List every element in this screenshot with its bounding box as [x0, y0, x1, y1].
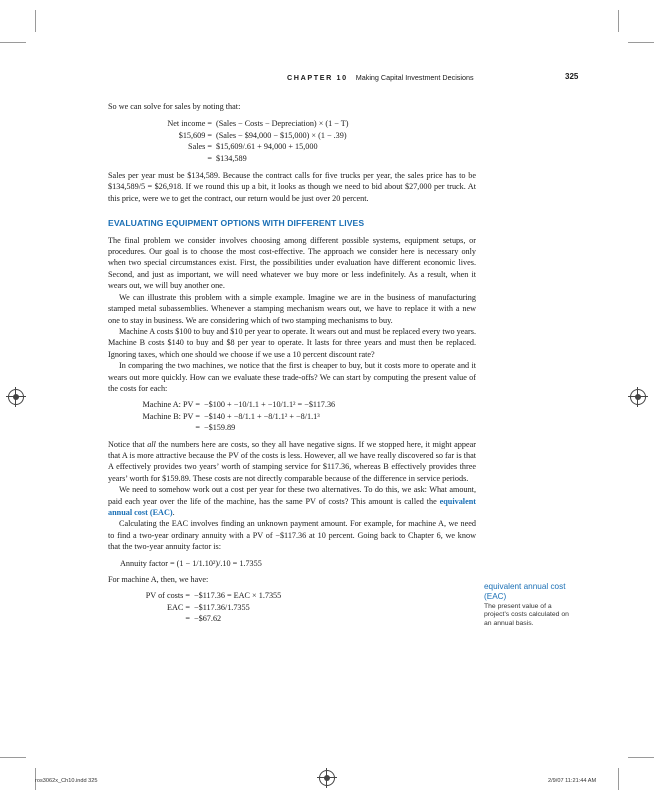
print-slug-file: ros3062x_Ch10.indd 325 [35, 778, 98, 784]
paragraph [108, 439, 476, 485]
equation-lhs: Sales = [188, 142, 212, 152]
equation-rhs: (Sales − Costs − Depreciation) × (1 − T) [216, 119, 349, 129]
paragraph: Calculating the EAC involves finding an unknown payment amount. For example, for machine A, we need to find a two-year ordinary annuity with a PV of −$117.36 at 10 percent. Going back to Chapter 6, we know that the two-year annuity factor is: [108, 519, 476, 552]
equation-rhs: −$159.89 [204, 423, 236, 433]
equation-lhs: $15,609 = [178, 130, 212, 140]
paragraph: The final problem we consider involves choosing among different possible systems, equipment setups, or procedures. Our goal is to choose the most cost-effective. The approach we consider here is necessary only when two special circumstances exist. First, the possibilities under evaluation have different economic lives. Second, and just as important, we will need whatever we buy more or less indefinitely. As a result, when it wears out, we will buy another one. [108, 235, 476, 291]
equation-rhs: $15,609/.61 + 94,000 + 15,000 [216, 142, 318, 152]
sales-paragraph: Sales per year must be $134,589. Because the contract calls for five trucks per year, the sales price has to be $134,589/5 = $26,918. If we round this up a bit, it looks as though we need to bid about $27,000 per truck. At this price, were we to get the contract, our return would be just over 20 percent. [108, 171, 476, 203]
equation-lhs: Machine A: PV = [142, 400, 200, 410]
equation-lhs: Machine B: PV = [142, 411, 200, 421]
crop-mark [0, 757, 26, 758]
equation-lhs: = [195, 423, 200, 433]
equation-lhs: = [185, 614, 190, 624]
crop-mark [35, 10, 36, 32]
equation-annuity-factor: Annuity factor = (1 − 1/1.10²)/.10 = 1.7355 [120, 558, 262, 568]
paragraph: In comparing the two machines, we notice that the first is cheaper to buy, but it costs more to operate and it wears out more quickly. How can we evaluate these trade-offs? We can start by computing the present value of the costs for each: [108, 361, 476, 393]
equation-rhs: −$140 + −8/1.1 + −8/1.1² + −8/1.1³ [204, 411, 320, 421]
paragraph: We can illustrate this problem with a simple example. Imagine we are in the business of manufacturing stamped metal subassemblies. Whenever a stamping mechanism wears out, we have to replace it with a new one to stay in business. We are considering which of two stamping mechanisms to buy. [108, 292, 476, 325]
paragraph: For machine A, then, we have: [108, 575, 209, 585]
registration-mark-icon [8, 389, 24, 405]
chapter-title: Making Capital Investment Decisions [355, 73, 474, 82]
equation-rhs: (Sales − $94,000 − $15,000) × (1 − .39) [216, 130, 347, 140]
chapter-label: CHAPTER 10 [287, 73, 348, 82]
equation-rhs: −$117.36 = EAC × 1.7355 [194, 591, 282, 601]
intro-paragraph: So we can solve for sales by noting that: [108, 102, 241, 111]
text-run: the numbers here are costs, so they all have negative signs. If we stopped here, it might appear that A is more attractive because the PV of the costs is less. However, all we have really discovered so far is that A effectively provides two years’ worth of stamping service for $117.36, whereas B effectively provides three years’ worth for $159.89. These costs are not directly comparable because of the difference in service periods. [108, 439, 476, 483]
equation-eac [120, 590, 476, 624]
equation-net-income [120, 118, 476, 164]
paragraph: Machine A costs $100 to buy and $10 per year to operate. It wears out and must be replaced every two years. Machine B costs $140 to buy and $8 per year to operate. It lasts for three years and must then be replaced. Ignoring taxes, which one should we choose if we use a 10 percent discount rate? [108, 326, 476, 359]
body-text [108, 101, 476, 625]
glossary-term: equivalent annual cost (EAC) [484, 582, 566, 601]
equation-rhs: −$117.36/1.7355 [194, 602, 250, 612]
equation-lhs: = [207, 153, 212, 163]
equation-machine-pv [120, 399, 476, 433]
margin-glossary [484, 582, 572, 628]
registration-mark-icon [630, 389, 646, 405]
equation-lhs: PV of costs = [145, 591, 190, 601]
print-slug-timestamp: 2/9/07 11:21:44 AM [548, 778, 597, 784]
equation-rhs: $134,589 [216, 153, 247, 163]
crop-mark [618, 10, 619, 32]
registration-mark-icon [319, 770, 335, 786]
crop-mark [618, 768, 619, 790]
emphasis: all [147, 439, 156, 449]
text-run: . [172, 508, 175, 517]
text-run: Notice that [108, 439, 148, 449]
running-header [287, 73, 474, 82]
crop-mark [0, 42, 26, 43]
key-term: equivalent annual cost (EAC) [108, 496, 476, 517]
equation-lhs: EAC = [166, 602, 190, 612]
glossary-definition: The present value of a project’s costs calculated on an annual basis. [484, 603, 569, 627]
equation-rhs: −$100 + −10/1.1 + −10/1.1² = −$117.36 [204, 400, 336, 410]
crop-mark [628, 757, 654, 758]
page-number: 325 [565, 72, 579, 81]
crop-mark [628, 42, 654, 43]
text-run: We need to somehow work out a cost per year for these two alternatives. To do this, we ask: What amount, paid each year over the life of the machine, has the same PV of costs? This amount is called the [108, 485, 476, 506]
equation-rhs: −$67.62 [194, 614, 222, 624]
paragraph [108, 484, 476, 518]
section-heading: EVALUATING EQUIPMENT OPTIONS WITH DIFFERENT LIVES [108, 218, 365, 229]
equation-lhs: Net income = [167, 119, 212, 129]
